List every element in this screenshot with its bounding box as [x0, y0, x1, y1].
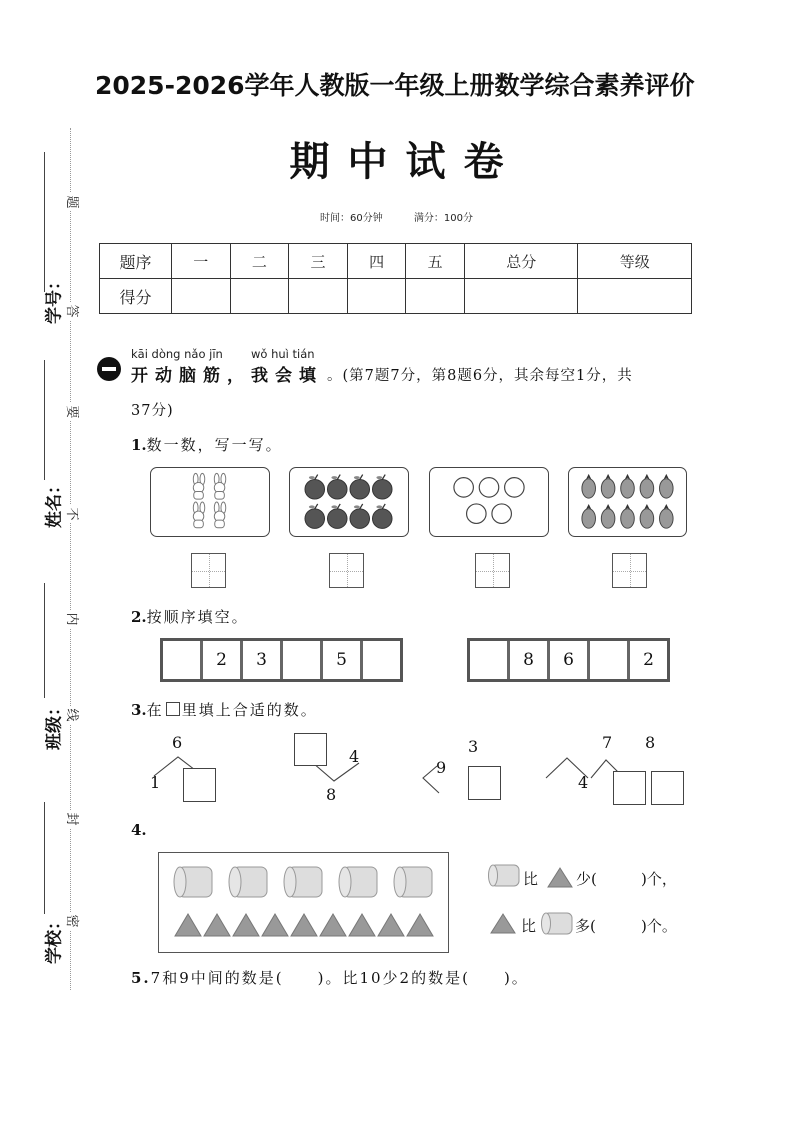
question-text: 7和9中间的数是( )。比10少2的数是( )。 — [150, 969, 529, 987]
circle-icon — [450, 472, 528, 532]
seal-char: 要 — [62, 403, 80, 421]
answer-box[interactable] — [475, 553, 510, 588]
question-5 — [131, 967, 529, 988]
seal-char: 封 — [62, 810, 80, 828]
compare-word: 少( — [576, 870, 597, 888]
seal-char: 内 — [62, 610, 80, 628]
tree-number: 6 — [172, 733, 183, 752]
sequence-cell: 5 — [323, 641, 360, 679]
sequence-cell[interactable] — [283, 641, 320, 679]
question-text: 数一数，写一写。 — [146, 436, 283, 454]
question-3 — [131, 699, 318, 720]
tree-number: 1 — [150, 773, 161, 792]
score-cell[interactable] — [578, 279, 692, 314]
score-cell[interactable] — [347, 279, 406, 314]
answer-box[interactable] — [183, 768, 216, 802]
question-number: 4. — [131, 821, 147, 839]
question-2 — [131, 606, 249, 627]
student-id-label: 学号： — [44, 273, 65, 324]
section-title: 开动脑筋，我会填 — [131, 366, 323, 386]
rabbit-group — [150, 467, 270, 537]
answer-box[interactable] — [468, 766, 501, 800]
cylinder-icon — [540, 912, 574, 936]
sequence-a — [160, 638, 403, 682]
exam-title: 期中试卷 — [289, 139, 522, 185]
sequence-cell: 2 — [203, 641, 240, 679]
compare-end: )个， — [641, 870, 677, 888]
class-line[interactable] — [44, 583, 45, 698]
seal-char: 题 — [62, 193, 80, 211]
sequence-b — [467, 638, 670, 682]
score-cell[interactable] — [406, 279, 465, 314]
tree-number: 4 — [578, 773, 589, 792]
pinyin-annotation: wǒ huì tián — [251, 347, 315, 361]
question-number: 5. — [131, 969, 151, 987]
tree-number: 4 — [349, 747, 360, 766]
question-number: 2. — [131, 608, 147, 626]
school-label: 学校： — [44, 913, 65, 964]
pineapple-icon — [579, 471, 676, 533]
box-symbol — [166, 702, 180, 716]
column-header: 五 — [406, 244, 465, 279]
seal-char: 密 — [62, 912, 80, 930]
answer-box[interactable] — [191, 553, 226, 588]
row-label: 得分 — [100, 279, 172, 314]
score-cell[interactable] — [464, 279, 577, 314]
binding-dotted-line — [70, 128, 71, 990]
pineapple-group — [568, 467, 687, 537]
question-text: 按顺序填空。 — [146, 608, 249, 626]
compare-end: )个。 — [641, 917, 677, 935]
tree-number: 7 — [602, 733, 613, 752]
column-header: 四 — [347, 244, 406, 279]
compare-word: 比 — [521, 917, 537, 935]
apple-icon — [304, 472, 394, 532]
column-header: 总分 — [464, 244, 577, 279]
circle-group — [429, 467, 549, 537]
answer-box[interactable] — [651, 771, 684, 805]
question-4 — [131, 821, 147, 839]
score-cell[interactable] — [230, 279, 289, 314]
time-limit: 时间：60分钟 — [319, 213, 383, 224]
question-number: 1. — [131, 436, 147, 454]
answer-box[interactable] — [613, 771, 646, 805]
cylinder-icon — [487, 864, 521, 888]
score-cell[interactable] — [172, 279, 231, 314]
answer-blank[interactable] — [605, 866, 640, 888]
section-number-badge — [97, 357, 121, 381]
school-line[interactable] — [44, 802, 45, 914]
answer-blank[interactable] — [605, 913, 640, 935]
section-note-cont: 37分) — [131, 403, 174, 419]
question-number: 3. — [131, 701, 147, 719]
column-header: 三 — [289, 244, 348, 279]
exam-meta — [0, 209, 793, 224]
pinyin-annotation: kāi dòng nǎo jīn — [131, 347, 223, 361]
compare-word: 多( — [575, 917, 596, 935]
score-table — [99, 243, 692, 314]
sequence-cell: 3 — [243, 641, 280, 679]
cylinders-and-triangles — [159, 853, 447, 951]
name-line[interactable] — [44, 360, 45, 480]
column-header: 等级 — [578, 244, 692, 279]
sequence-cell[interactable] — [470, 641, 507, 679]
answer-box[interactable] — [294, 733, 327, 766]
question-text: 在 — [146, 701, 164, 719]
seal-char: 答 — [62, 302, 80, 320]
question-text: 里填上合适的数。 — [181, 701, 318, 719]
row-label: 题序 — [100, 244, 172, 279]
sequence-cell: 6 — [550, 641, 587, 679]
series-title: 2025-2026学年人教版一年级上册数学综合素养评价 — [95, 71, 695, 100]
sequence-cell[interactable] — [590, 641, 627, 679]
apple-group — [289, 467, 409, 537]
score-cell[interactable] — [289, 279, 348, 314]
answer-box[interactable] — [329, 553, 364, 588]
tree-number: 3 — [468, 737, 479, 756]
class-label: 班级： — [44, 699, 65, 750]
seal-char: 不 — [62, 505, 80, 523]
triangle-icon — [547, 866, 573, 888]
section-note: 。(第7题7分，第8题6分，其余每空1分，共 — [327, 368, 633, 384]
column-header: 一 — [172, 244, 231, 279]
sequence-cell: 2 — [630, 641, 667, 679]
full-score: 满分：100分 — [413, 213, 473, 224]
sequence-cell[interactable] — [363, 641, 400, 679]
compare-word: 比 — [523, 870, 539, 888]
sequence-cell[interactable] — [163, 641, 200, 679]
tree-number: 8 — [645, 733, 656, 752]
name-label: 姓名： — [44, 477, 65, 528]
table-row — [100, 244, 692, 279]
tree-number: 9 — [436, 758, 447, 777]
rabbit-icon — [189, 472, 231, 532]
answer-box[interactable] — [612, 553, 647, 588]
sequence-cell: 8 — [510, 641, 547, 679]
table-row — [100, 279, 692, 314]
column-header: 二 — [230, 244, 289, 279]
seal-char: 线 — [62, 706, 80, 724]
question-1 — [131, 434, 283, 455]
tree-number: 8 — [326, 785, 337, 804]
shapes-frame — [158, 852, 449, 953]
triangle-icon — [490, 912, 516, 934]
